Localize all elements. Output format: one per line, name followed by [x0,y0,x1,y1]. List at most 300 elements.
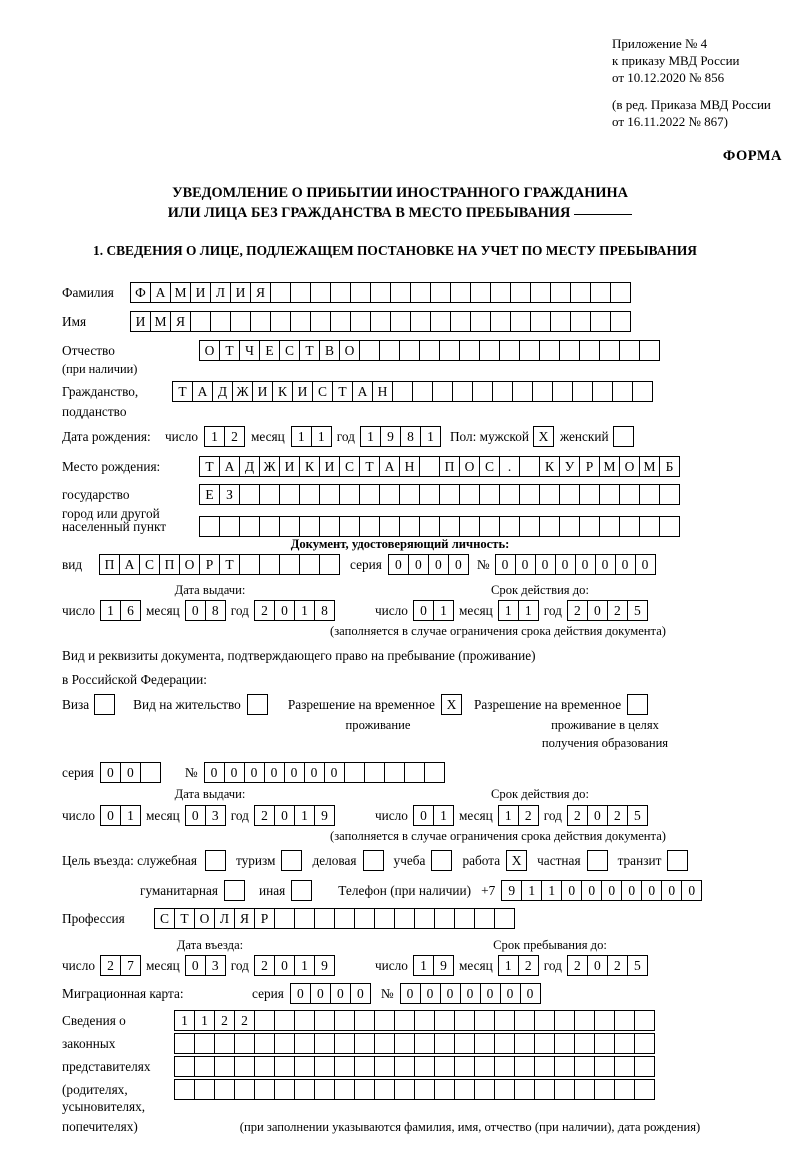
legal-rep-4-cell[interactable] [294,1079,315,1100]
surname-cell[interactable] [530,282,551,303]
stay-month-input[interactable] [498,955,539,976]
citizenship-cell[interactable]: Ж [232,381,253,402]
citizenship-cell[interactable]: Т [332,381,353,402]
birthplace-2-cell[interactable] [479,484,500,505]
legal-rep-2-cell[interactable] [254,1033,275,1054]
permit-valid-day-input[interactable] [413,805,454,826]
legal-rep-1-cell[interactable] [354,1010,375,1031]
surname-cell[interactable]: И [230,282,251,303]
legal-rep-4-cell[interactable] [454,1079,475,1100]
phone-cell[interactable]: 0 [641,880,662,901]
legal-rep-4-cell[interactable] [194,1079,215,1100]
legal-rep-4-cell[interactable] [254,1079,275,1100]
profession-cell[interactable]: Л [214,908,235,929]
doc-number-cell[interactable]: 0 [595,554,616,575]
entry-day-cell[interactable]: 7 [120,955,141,976]
profession-cell[interactable] [454,908,475,929]
birthplace-1-cell[interactable]: А [219,456,240,477]
citizenship-cell[interactable] [452,381,473,402]
doc-number-cell[interactable]: 0 [615,554,636,575]
birthplace-1-cell[interactable]: Р [579,456,600,477]
phone-cell[interactable]: 9 [501,880,522,901]
legal-rep-3-cell[interactable] [474,1056,495,1077]
doc-valid-month-input[interactable] [498,600,539,621]
legal-rep-2-cell[interactable] [514,1033,535,1054]
permit-number-cell[interactable]: 0 [284,762,305,783]
birth-year-cell[interactable]: 8 [400,426,421,447]
birthplace-1-cell[interactable]: Б [659,456,680,477]
legal-rep-2-cell[interactable] [194,1033,215,1054]
permit-series-input[interactable] [100,762,161,783]
legal-rep-2-cell[interactable] [354,1033,375,1054]
legal-rep-4-cell[interactable] [434,1079,455,1100]
doc-issue-year-cell[interactable]: 0 [274,600,295,621]
profession-cell[interactable] [394,908,415,929]
legal-rep-3-cell[interactable] [374,1056,395,1077]
name-cell[interactable] [330,311,351,332]
legal-rep-4-cell[interactable] [274,1079,295,1100]
surname-cell[interactable]: Ф [130,282,151,303]
birthplace-2-cell[interactable] [459,484,480,505]
legal-rep-input-3[interactable] [174,1056,655,1077]
surname-cell[interactable] [430,282,451,303]
birthplace-2-cell[interactable] [299,484,320,505]
legal-rep-4-cell[interactable] [534,1079,555,1100]
stay-day-cell[interactable]: 1 [413,955,434,976]
doc-valid-day-cell[interactable]: 0 [413,600,434,621]
legal-rep-3-cell[interactable] [594,1056,615,1077]
legal-rep-2-cell[interactable] [294,1033,315,1054]
doc-kind-cell[interactable] [279,554,300,575]
purpose-service-checkbox[interactable] [205,850,226,871]
birth-year-input[interactable] [360,426,441,447]
legal-rep-3-cell[interactable] [554,1056,575,1077]
surname-cell[interactable] [470,282,491,303]
legal-rep-1-cell[interactable] [294,1010,315,1031]
citizenship-cell[interactable] [572,381,593,402]
doc-number-cell[interactable]: 0 [555,554,576,575]
citizenship-cell[interactable] [592,381,613,402]
birth-day-cell[interactable]: 1 [204,426,225,447]
doc-kind-cell[interactable] [239,554,260,575]
permit-valid-year-input[interactable] [567,805,648,826]
profession-cell[interactable] [354,908,375,929]
birthplace-3-cell[interactable] [599,516,620,537]
birth-month-input[interactable] [291,426,332,447]
birthplace-2-cell[interactable] [279,484,300,505]
doc-kind-cell[interactable]: П [99,554,120,575]
surname-cell[interactable] [450,282,471,303]
birthplace-1-cell[interactable]: П [439,456,460,477]
entry-year-input[interactable] [254,955,335,976]
phone-cell[interactable]: 0 [681,880,702,901]
residence-permit-checkbox[interactable] [247,694,268,715]
profession-cell[interactable] [434,908,455,929]
name-cell[interactable] [210,311,231,332]
birthplace-1-cell[interactable]: И [279,456,300,477]
doc-series-cell[interactable]: 0 [448,554,469,575]
birthplace-2-cell[interactable] [619,484,640,505]
permit-issue-year-input[interactable] [254,805,335,826]
entry-month-cell[interactable]: 0 [185,955,206,976]
profession-cell[interactable] [414,908,435,929]
surname-cell[interactable] [610,282,631,303]
citizenship-cell[interactable] [552,381,573,402]
legal-rep-1-cell[interactable] [634,1010,655,1031]
stay-month-cell[interactable]: 1 [498,955,519,976]
patronymic-cell[interactable]: В [319,340,340,361]
birthplace-2-cell[interactable] [319,484,340,505]
legal-rep-3-cell[interactable] [634,1056,655,1077]
purpose-other-checkbox[interactable] [291,880,312,901]
doc-kind-cell[interactable] [259,554,280,575]
legal-rep-1-cell[interactable] [494,1010,515,1031]
legal-rep-4-cell[interactable] [474,1079,495,1100]
patronymic-cell[interactable]: Т [219,340,240,361]
purpose-humanitarian-checkbox[interactable] [224,880,245,901]
doc-valid-day-cell[interactable]: 1 [433,600,454,621]
purpose-private-checkbox[interactable] [587,850,608,871]
legal-rep-1-cell[interactable] [334,1010,355,1031]
phone-cell[interactable]: 1 [541,880,562,901]
birthplace-input-line-3[interactable] [199,516,680,537]
name-cell[interactable] [450,311,471,332]
profession-cell[interactable] [474,908,495,929]
legal-rep-input-2[interactable] [174,1033,655,1054]
permit-issue-day-cell[interactable]: 1 [120,805,141,826]
stay-year-input[interactable] [567,955,648,976]
purpose-transit-checkbox[interactable] [667,850,688,871]
migration-number-cell[interactable]: 0 [500,983,521,1004]
legal-rep-2-cell[interactable] [474,1033,495,1054]
patronymic-cell[interactable] [459,340,480,361]
legal-rep-3-cell[interactable] [534,1056,555,1077]
permit-issue-month-input[interactable] [185,805,226,826]
legal-rep-3-cell[interactable] [254,1056,275,1077]
surname-cell[interactable] [270,282,291,303]
patronymic-cell[interactable] [399,340,420,361]
birthplace-2-cell[interactable] [379,484,400,505]
citizenship-cell[interactable] [412,381,433,402]
birthplace-3-cell[interactable] [519,516,540,537]
legal-rep-1-cell[interactable]: 1 [174,1010,195,1031]
patronymic-cell[interactable] [439,340,460,361]
phone-cell[interactable]: 0 [581,880,602,901]
surname-cell[interactable] [330,282,351,303]
patronymic-input[interactable] [199,340,660,361]
birthplace-2-cell[interactable] [239,484,260,505]
citizenship-cell[interactable] [612,381,633,402]
doc-issue-day-cell[interactable]: 6 [120,600,141,621]
permit-number-cell[interactable] [404,762,425,783]
name-cell[interactable] [310,311,331,332]
birthplace-3-cell[interactable] [299,516,320,537]
entry-month-input[interactable] [185,955,226,976]
doc-kind-cell[interactable]: С [139,554,160,575]
birthplace-3-cell[interactable] [379,516,400,537]
permit-valid-day-cell[interactable]: 1 [433,805,454,826]
birthplace-2-cell[interactable] [399,484,420,505]
legal-rep-4-cell[interactable] [554,1079,575,1100]
name-cell[interactable] [430,311,451,332]
permit-issue-year-cell[interactable]: 2 [254,805,275,826]
doc-issue-month-cell[interactable]: 8 [205,600,226,621]
citizenship-cell[interactable]: И [252,381,273,402]
name-cell[interactable] [510,311,531,332]
surname-cell[interactable] [310,282,331,303]
migration-number-cell[interactable]: 0 [400,983,421,1004]
legal-rep-3-cell[interactable] [494,1056,515,1077]
legal-rep-3-cell[interactable] [354,1056,375,1077]
profession-cell[interactable] [374,908,395,929]
citizenship-cell[interactable] [632,381,653,402]
legal-rep-1-cell[interactable] [274,1010,295,1031]
edu-residence-checkbox[interactable] [627,694,648,715]
birthplace-3-cell[interactable] [259,516,280,537]
legal-rep-1-cell[interactable] [414,1010,435,1031]
doc-kind-cell[interactable]: О [179,554,200,575]
permit-number-cell[interactable] [424,762,445,783]
permit-issue-month-cell[interactable]: 3 [205,805,226,826]
birthplace-2-cell[interactable]: З [219,484,240,505]
surname-cell[interactable]: М [170,282,191,303]
doc-number-input[interactable] [495,554,656,575]
birthplace-3-cell[interactable] [559,516,580,537]
stay-year-cell[interactable]: 5 [627,955,648,976]
name-cell[interactable] [370,311,391,332]
sex-male-checkbox[interactable]: X [533,426,554,447]
birth-year-cell[interactable]: 1 [420,426,441,447]
permit-number-cell[interactable] [364,762,385,783]
visa-checkbox[interactable] [94,694,115,715]
phone-input[interactable] [501,880,702,901]
citizenship-cell[interactable] [512,381,533,402]
birthplace-2-cell[interactable] [359,484,380,505]
profession-cell[interactable]: Я [234,908,255,929]
name-cell[interactable] [230,311,251,332]
phone-cell[interactable]: 0 [621,880,642,901]
patronymic-cell[interactable] [359,340,380,361]
permit-valid-year-cell[interactable]: 5 [627,805,648,826]
legal-rep-2-cell[interactable] [594,1033,615,1054]
legal-rep-3-cell[interactable] [294,1056,315,1077]
legal-rep-4-cell[interactable] [514,1079,535,1100]
legal-rep-3-cell[interactable] [434,1056,455,1077]
legal-rep-1-cell[interactable] [314,1010,335,1031]
surname-cell[interactable] [370,282,391,303]
legal-rep-4-cell[interactable] [614,1079,635,1100]
legal-rep-2-cell[interactable] [574,1033,595,1054]
birthplace-1-cell[interactable] [519,456,540,477]
birthplace-2-cell[interactable] [659,484,680,505]
legal-rep-2-cell[interactable] [454,1033,475,1054]
phone-cell[interactable]: 0 [561,880,582,901]
legal-rep-3-cell[interactable] [394,1056,415,1077]
citizenship-cell[interactable] [472,381,493,402]
name-cell[interactable] [610,311,631,332]
name-input[interactable] [130,311,631,332]
birthplace-1-cell[interactable]: С [339,456,360,477]
profession-cell[interactable] [274,908,295,929]
birthplace-input-line-1[interactable] [199,456,680,477]
phone-cell[interactable]: 1 [521,880,542,901]
migration-series-cell[interactable]: 0 [330,983,351,1004]
legal-rep-2-cell[interactable] [374,1033,395,1054]
legal-rep-4-cell[interactable] [414,1079,435,1100]
permit-issue-day-input[interactable] [100,805,141,826]
birthplace-2-cell[interactable] [559,484,580,505]
doc-issue-year-cell[interactable]: 1 [294,600,315,621]
birthplace-input-line-2[interactable] [199,484,680,505]
citizenship-cell[interactable]: К [272,381,293,402]
legal-rep-4-cell[interactable] [314,1079,335,1100]
birthplace-2-cell[interactable] [599,484,620,505]
patronymic-cell[interactable]: О [339,340,360,361]
patronymic-cell[interactable] [379,340,400,361]
legal-rep-3-cell[interactable] [274,1056,295,1077]
permit-issue-year-cell[interactable]: 9 [314,805,335,826]
legal-rep-4-cell[interactable] [494,1079,515,1100]
name-cell[interactable] [270,311,291,332]
citizenship-cell[interactable]: Д [212,381,233,402]
birthplace-2-cell[interactable] [439,484,460,505]
migration-number-cell[interactable]: 0 [480,983,501,1004]
patronymic-cell[interactable] [499,340,520,361]
purpose-work-checkbox[interactable]: X [506,850,527,871]
doc-kind-cell[interactable]: А [119,554,140,575]
purpose-study-checkbox[interactable] [431,850,452,871]
birthplace-1-cell[interactable] [419,456,440,477]
citizenship-cell[interactable]: Н [372,381,393,402]
profession-cell[interactable] [294,908,315,929]
stay-year-cell[interactable]: 0 [587,955,608,976]
permit-issue-year-cell[interactable]: 1 [294,805,315,826]
legal-rep-3-cell[interactable] [174,1056,195,1077]
name-cell[interactable] [570,311,591,332]
citizenship-cell[interactable]: С [312,381,333,402]
birthplace-2-cell[interactable] [499,484,520,505]
legal-rep-2-cell[interactable] [214,1033,235,1054]
legal-rep-2-cell[interactable] [614,1033,635,1054]
legal-rep-1-cell[interactable] [514,1010,535,1031]
doc-valid-year-cell[interactable]: 2 [567,600,588,621]
legal-rep-3-cell[interactable] [574,1056,595,1077]
doc-number-cell[interactable]: 0 [635,554,656,575]
surname-cell[interactable] [490,282,511,303]
doc-series-input[interactable] [388,554,469,575]
permit-series-cell[interactable]: 0 [120,762,141,783]
doc-number-cell[interactable]: 0 [515,554,536,575]
patronymic-cell[interactable]: О [199,340,220,361]
doc-valid-year-cell[interactable]: 0 [587,600,608,621]
birthplace-1-cell[interactable]: У [559,456,580,477]
legal-rep-3-cell[interactable] [214,1056,235,1077]
legal-rep-2-cell[interactable] [414,1033,435,1054]
birthplace-1-cell[interactable]: Т [199,456,220,477]
birthplace-3-cell[interactable] [439,516,460,537]
doc-series-cell[interactable]: 0 [428,554,449,575]
legal-rep-3-cell[interactable] [234,1056,255,1077]
migration-number-input[interactable] [400,983,541,1004]
legal-rep-4-cell[interactable] [574,1079,595,1100]
patronymic-cell[interactable] [639,340,660,361]
birthplace-2-cell[interactable] [419,484,440,505]
birthplace-3-cell[interactable] [419,516,440,537]
citizenship-cell[interactable] [532,381,553,402]
legal-rep-1-cell[interactable] [554,1010,575,1031]
migration-series-cell[interactable]: 0 [290,983,311,1004]
legal-rep-1-cell[interactable] [474,1010,495,1031]
doc-number-cell[interactable]: 0 [575,554,596,575]
legal-rep-3-cell[interactable] [314,1056,335,1077]
birth-year-cell[interactable]: 9 [380,426,401,447]
legal-rep-1-cell[interactable] [614,1010,635,1031]
entry-year-cell[interactable]: 9 [314,955,335,976]
profession-cell[interactable]: Т [174,908,195,929]
birthplace-3-cell[interactable] [619,516,640,537]
stay-day-cell[interactable]: 9 [433,955,454,976]
doc-kind-cell[interactable]: Т [219,554,240,575]
surname-cell[interactable] [590,282,611,303]
birthplace-3-cell[interactable] [459,516,480,537]
stay-year-cell[interactable]: 2 [607,955,628,976]
entry-year-cell[interactable]: 1 [294,955,315,976]
migration-number-cell[interactable]: 0 [520,983,541,1004]
permit-number-cell[interactable]: 0 [224,762,245,783]
legal-rep-2-cell[interactable] [434,1033,455,1054]
surname-input[interactable] [130,282,631,303]
doc-valid-year-cell[interactable]: 2 [607,600,628,621]
legal-rep-3-cell[interactable] [514,1056,535,1077]
name-cell[interactable] [490,311,511,332]
doc-kind-input[interactable] [99,554,340,575]
birthplace-1-cell[interactable]: К [539,456,560,477]
birthplace-1-cell[interactable]: К [299,456,320,477]
birthplace-2-cell[interactable]: Е [199,484,220,505]
migration-number-cell[interactable]: 0 [460,983,481,1004]
legal-rep-2-cell[interactable] [554,1033,575,1054]
legal-rep-4-cell[interactable] [354,1079,375,1100]
doc-valid-month-cell[interactable]: 1 [518,600,539,621]
migration-number-cell[interactable]: 0 [420,983,441,1004]
legal-rep-1-cell[interactable] [374,1010,395,1031]
birthplace-3-cell[interactable] [239,516,260,537]
permit-number-cell[interactable]: 0 [204,762,225,783]
doc-number-cell[interactable]: 0 [535,554,556,575]
legal-rep-1-cell[interactable] [594,1010,615,1031]
permit-valid-month-input[interactable] [498,805,539,826]
doc-issue-year-cell[interactable]: 8 [314,600,335,621]
permit-number-cell[interactable]: 0 [324,762,345,783]
permit-series-cell[interactable]: 0 [100,762,121,783]
legal-rep-2-cell[interactable] [494,1033,515,1054]
citizenship-cell[interactable] [392,381,413,402]
patronymic-cell[interactable]: Е [259,340,280,361]
profession-cell[interactable] [334,908,355,929]
name-cell[interactable] [410,311,431,332]
doc-valid-year-input[interactable] [567,600,648,621]
migration-number-cell[interactable]: 0 [440,983,461,1004]
doc-issue-day-cell[interactable]: 1 [100,600,121,621]
birthplace-2-cell[interactable] [539,484,560,505]
permit-issue-month-cell[interactable]: 0 [185,805,206,826]
birthplace-3-cell[interactable] [579,516,600,537]
doc-number-cell[interactable]: 0 [495,554,516,575]
purpose-tourism-checkbox[interactable] [281,850,302,871]
doc-issue-year-input[interactable] [254,600,335,621]
surname-cell[interactable] [510,282,531,303]
legal-rep-1-cell[interactable] [394,1010,415,1031]
